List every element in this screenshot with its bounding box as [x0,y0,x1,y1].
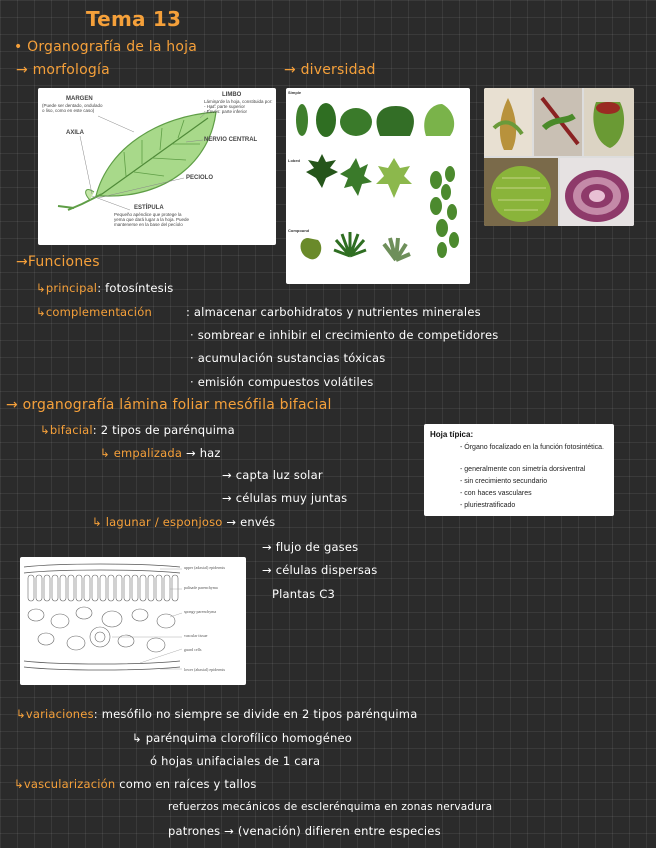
hoja-tipica-title: Hoja típica: [430,430,474,439]
label-limbo-desc: Lámina de la hoja, constituida por: - Haz: parte superior - Envés: parte inferior [204,99,273,114]
variaciones-2: ↳ parénquima clorofílico homogéneo [132,731,353,745]
section-label-vascular: vascular tissue [184,633,208,638]
group-simple: Simple [288,90,302,95]
label-estipula-desc: Pequeño apéndice que protege la yema que dará lugar a la hoja. Puede mantenerse en la base del pecíolo [114,212,190,227]
diversidad-heading: → diversidad [284,62,376,78]
funcion-item-1: : almacenar carbohidratos y nutrientes minerales [186,305,481,319]
empalizada-haz: → haz [186,446,221,460]
subtitle: • Organografía de la hoja [14,39,197,55]
morfologia-heading: → morfología [16,62,110,78]
empalizada-line [100,446,221,460]
bifacial-line [40,423,235,437]
bifacial-value: : 2 tipos de parénquima [92,423,235,437]
variaciones-label: ↳variaciones [16,707,94,721]
variaciones-line [16,707,417,721]
label-limbo: LIMBO [222,92,242,98]
page-title: Tema 13 [86,7,182,31]
lagunar-label: ↳ lagunar / esponjoso [92,515,223,529]
label-margen: MARGEN [66,96,93,102]
empalizada-label: ↳ empalizada [100,446,183,460]
lagunar-line [92,515,275,529]
leaf-cross-section [20,557,246,685]
hoja-item-2: - generalmente con simetría dorsiventral [460,466,586,473]
funcion-item-4: · emisión compuestos volátiles [190,375,374,389]
section-label-palisade: palisade parenchyma [184,585,218,590]
variaciones-3: ó hojas unifaciales de 1 cara [150,754,321,768]
funciones-heading: →Funciones [16,254,100,270]
vascularizacion-2: refuerzos mecánicos de esclerénquima en zonas nervadura [168,801,493,813]
plant-photos [484,88,634,226]
vascularizacion-label: ↳vascularización [14,777,116,791]
vascularizacion-line [14,777,257,791]
group-lobed: Lobed [288,158,300,163]
hoja-item-3: - sin crecimiento secundario [460,478,548,485]
vascularizacion-1: como en raíces y tallos [119,777,257,791]
hoja-tipica-card [424,424,614,516]
funcion-item-2: · sombrear e inhibir el crecimiento de competidores [190,328,499,342]
label-nervio: NERVIO CENTRAL [204,137,258,143]
complementacion-label: ↳complementación [36,305,152,319]
empalizada-item-1: → capta luz solar [222,468,323,482]
bifacial-label: ↳bifacial [40,423,93,437]
lagunar-enves: → envés [226,515,276,529]
hoja-item-1: - Órgano focalizado en la función fotosintética. [460,444,604,451]
principal-label: ↳principal [36,281,98,295]
section-label-upper: upper (adaxial) epidermis [184,565,226,570]
empalizada-item-2: → células muy juntas [222,491,348,505]
label-margen-desc: (Puede ser dentado, ondulado o liso, como en este caso) [42,103,103,113]
section-label-spongy: spongy parenchyma [184,609,217,614]
plantas-c3: Plantas C3 [272,587,336,601]
label-estipula: ESTÍPULA [134,205,164,211]
leaf-shapes [286,88,470,284]
label-axila: AXILA [66,130,84,136]
section-label-guard: guard cells [184,647,202,652]
vascularizacion-3: patrones → (venación) difieren entre especies [168,824,441,838]
hoja-item-5: - pluriestratificado [460,502,516,509]
variaciones-1: : mesófilo no siempre se divide en 2 tipos parénquima [93,707,418,721]
leaf-diversity-chart [286,88,470,284]
hoja-item-4: - con haces vasculares [460,490,532,497]
principal-value: : fotosíntesis [97,281,174,295]
funcion-item-3: · acumulación sustancias tóxicas [190,351,386,365]
lagunar-item-1: → flujo de gases [262,540,359,554]
plant-photo-collage [484,88,634,226]
label-peciolo: PECIOLO [186,175,214,181]
organografia-heading: → organografía lámina foliar mesófila bifacial [6,397,332,413]
funcion-principal [36,281,173,295]
cross-section-drawing [20,557,246,685]
leaf-anatomy-diagram [38,88,276,245]
lagunar-item-2: → células dispersas [262,563,378,577]
section-label-lower: lower (abaxial) epidermis [184,667,226,672]
group-compound: Compound [288,228,310,233]
